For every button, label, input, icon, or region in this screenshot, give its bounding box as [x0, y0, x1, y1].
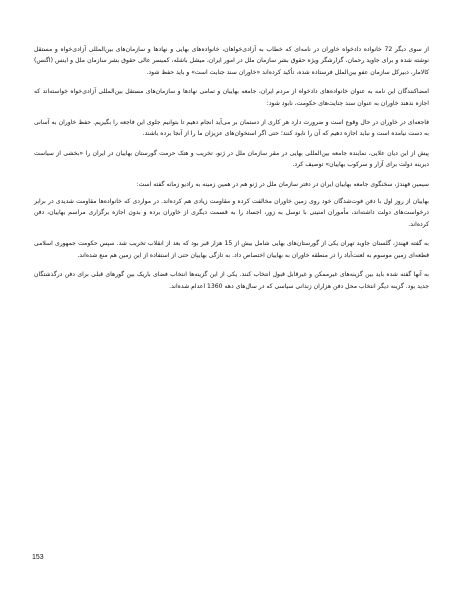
paragraph-7: به گفته فهندژ، گلستان جاوید تهران یکی از گورستان‌های بهایی شامل بیش از 15 هزار قبر بود که بعد از انقلاب تخریب شد. سپس حکومت جمهوری اسلامی قطعه‌ای زمین موسوم به لعنت‌آباد را در منطقه خاوران به بهاییان اختصاص داد. به تازگی بهاییان حتی از استفاده از این زمین هم منع شده‌اند.: [34, 240, 429, 259]
paragraph-6: بهاییان از روز اول با دفن فوت‌شدگان خود روی زمین خاوران مخالفت کرده و مقاومت زیادی هم کرده‌اند. در مواردی که خانواده‌ها مقاومت شدیدی در برابر درخواست‌های دولت داشته‌اند، مأموران امنیتی با توسل به زور، اجساد را به قسمت دیگری از خاوران برده و بدون اجازه برگزاری مراسم بهاییان، دفن کرده‌اند.: [34, 198, 429, 228]
paragraph-4: پیش از این دیان علایی، نماینده جامعه بین‌المللی بهایی در مقر سازمان ملل در ژنو، تخریب و هتک حرمت گورستان بهاییان در ایران را «بخشی از سیاست دیرینه دولت برای آزار و سرکوب بهاییان» توصیف کرد.: [34, 149, 429, 169]
paragraph-3: فاجعه‌ای در خاوران در حال وقوع است و ضرورت دارد هر کاری از دستمان بر می‌آید انجام دهیم تا بتوانیم جلوی این فاجعه را بگیریم. حفظ خاوران به آسانی به دست نیامده است و نباید اجازه دهیم که آن را نابود کنند؛ حتی اگر استخوان‌های عزیزان ما را از آنجا برده باشند.: [34, 119, 429, 138]
document-body: [34, 44, 429, 300]
paragraph-1: از سوی دیگر 72 خانواده دادخواه خاوران در نامه‌ای که خطاب به آزادی‌خواهان، خانواده‌های بهایی و نهادها و سازمان‌های بین‌المللی آزادی‌خواه و مستقل نوشته شده و برای جاوید رحمان، گزارشگر ویژه حقوق بشر سازمان ملل در امور ایران، میشل باشله، کمیسر عالی حقوق بشر سازمان ملل و اینس (اگنس) کالامار، دبیرکل سازمان عفو بین‌الملل فرستاده شده، تأکید کرده‌اند «خاوران سند جنایت است» و باید حفظ شود.: [34, 46, 430, 76]
page-number: 153: [32, 554, 44, 561]
paragraph-2: امضاکنندگان این نامه به عنوان خانواده‌های دادخواه از مردم ایران، جامعه بهاییان و تمامی نهادها و سازمان‌های مستقل بین‌المللی آزادی‌خواه خواسته‌اند که اجازه ندهند خاوران به عنوان سند جنایت‌های حکومت، نابود شود:: [34, 88, 429, 107]
paragraph-5: سیمین فهندژ، سخنگوی جامعه بهاییان ایران در دفتر سازمان ملل در ژنو هم در همین زمینه به رادیو زمانه گفته است:: [136, 180, 429, 188]
paragraph-8: به آنها گفته شده باید بین گزینه‌های غیرممکن و غیرقابل قبول انتخاب کنند. یکی از این گزینه‌ها انتخاب فضای باریک بین گورهای قبلی برای دفن درگذشتگان جدید بود. گزینه دیگر انتخاب محل دفن هزاران زندانی سیاسی که در سال‌های دهه 1360 اعدام شده‌اند.: [34, 271, 429, 290]
